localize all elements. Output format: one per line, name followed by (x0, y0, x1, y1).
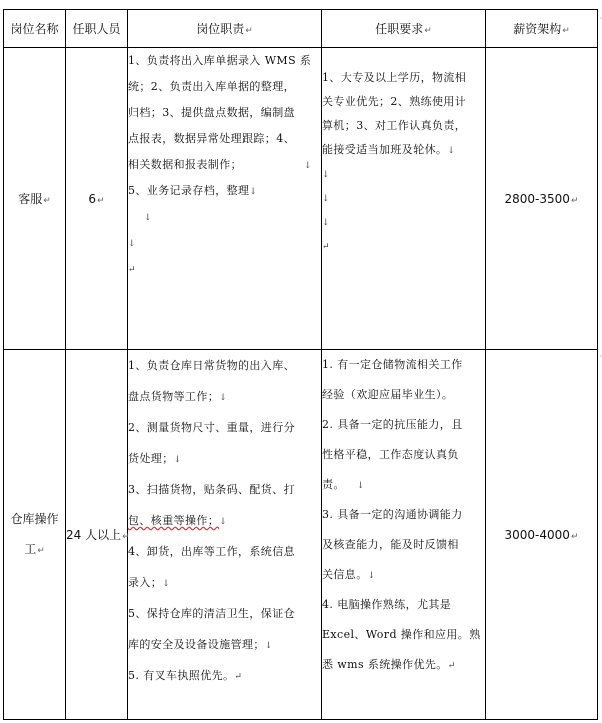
requirement-line: 关信息。↓ (322, 568, 376, 581)
requirement-line: 经验（欢迎应届毕业生）。 (322, 388, 454, 401)
requirement-line: 算机；3、对工作认真负责， (322, 119, 467, 132)
duties-cell (128, 48, 322, 350)
duty-line: 1、负责将出入库单据录入 WMS 系 (128, 54, 312, 67)
paragraph-mark: ↵ (128, 265, 136, 275)
duty-line: 3、扫描货物，贴条码、配货、打 (128, 483, 295, 496)
duty-line: 包、核重等操作；↓ (128, 514, 228, 527)
headcount-cell: 24 人以上↵ (66, 350, 128, 720)
row-end-mark: · (599, 14, 602, 23)
duty-line: 5、保持仓库的清洁卫生，保证仓 (128, 607, 295, 620)
requirements-cell (322, 350, 486, 720)
requirement-line: 4. 电脑操作熟练，尤其是 (322, 598, 452, 611)
duty-line: 归档；3、提供盘点数据，编制盘 (128, 106, 295, 119)
paragraph-mark: ↓ (322, 194, 330, 204)
header-position: 岗位名称 (4, 10, 66, 48)
requirement-line: Excel、Word 操作和应用。熟 (322, 628, 481, 641)
duty-line: 货处理；↓ (128, 452, 182, 465)
duty-line: 盘点货物等工作；↓ (128, 390, 228, 403)
duty-line: 相关数据和报表制作； ↓ (128, 158, 312, 171)
requirement-line: 责。 ↓ (322, 478, 365, 491)
requirements-cell (322, 48, 486, 350)
position-cell: 客服↵ (4, 48, 66, 350)
requirement-line: 3. 具备一定的沟通协调能力 (322, 508, 463, 521)
table-row (4, 48, 598, 350)
duty-line: 5、业务记录存档，整理↓ (128, 184, 258, 197)
duty-line: 1、负责仓库日常货物的出入库、 (128, 359, 295, 372)
header-requirements: 任职要求↵ (322, 10, 486, 48)
paragraph-mark: ↓ (322, 218, 330, 228)
duty-line: 统；2、负责出入库单据的整理， (128, 80, 295, 93)
duty-line: 5. 有叉车执照优先。↵ (128, 669, 243, 682)
requirement-line: 悉 wms 系统操作优先。↵ (322, 658, 456, 671)
duty-line: 4、卸货，出库等工作，系统信息 (128, 545, 295, 558)
paragraph-mark: ↓ (144, 213, 152, 223)
headcount-cell: 6↵ (66, 48, 128, 350)
paragraph-mark: ↵ (322, 242, 330, 252)
requirement-line: 1、大专及以上学历，物流相 (322, 71, 467, 84)
salary-cell: 3000-4000↵ (486, 350, 598, 720)
table-row (4, 350, 598, 720)
salary-cell: 2800-3500↵ (486, 48, 598, 350)
duty-line: 录入；↓ (128, 576, 171, 589)
duty-line: 2、测量货物尺寸、重量，进行分 (128, 421, 295, 434)
duty-line: 点报表，数据异常处理跟踪；4、 (128, 132, 295, 145)
position-cell: 仓库操作 工↵ (4, 350, 66, 720)
header-duties: 岗位职责↵ (128, 10, 322, 48)
paragraph-mark: ↓ (128, 239, 136, 249)
requirement-line: 2. 具备一定的抗压能力，且 (322, 418, 463, 431)
row-end-mark: · (599, 352, 602, 361)
header-headcount: 任职人员 (66, 10, 128, 48)
job-table (3, 9, 598, 720)
requirement-line: 能接受适当加班及轮休。↓ (322, 143, 456, 156)
paragraph-mark: ↓ (322, 170, 330, 180)
requirement-line: 1. 有一定仓储物流相关工作 (322, 358, 463, 371)
duties-cell (128, 350, 322, 720)
header-row (4, 10, 598, 48)
requirement-line: 关专业优先；2、熟练使用计 (322, 95, 467, 108)
header-salary: 薪资架构↵ (486, 10, 598, 48)
requirement-line: 及核查能力，能及时反馈相 (322, 538, 459, 551)
requirement-line: 性格平稳，工作态度认真负 (322, 448, 459, 461)
duty-line: 库的安全及设备设施管理；↓ (128, 638, 273, 651)
